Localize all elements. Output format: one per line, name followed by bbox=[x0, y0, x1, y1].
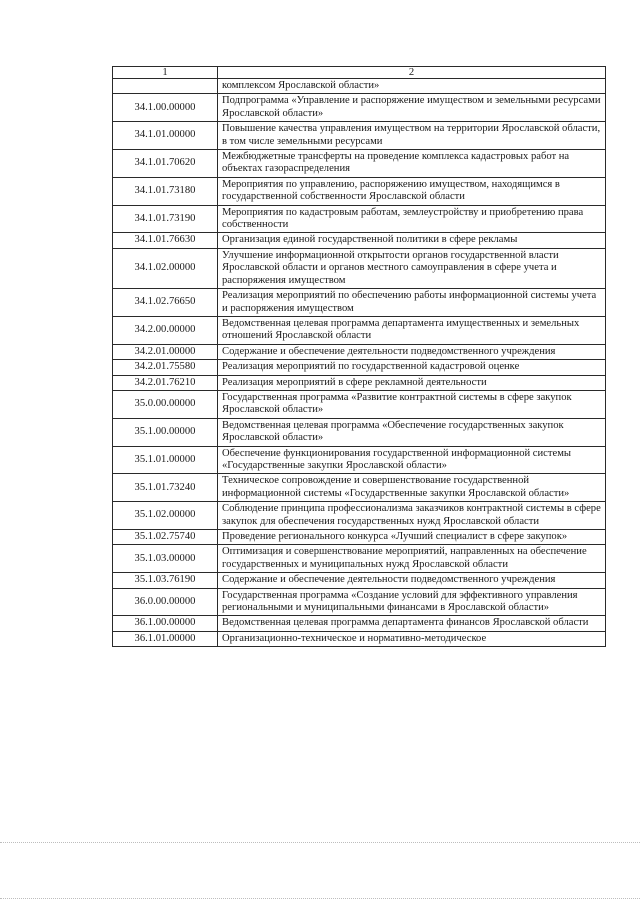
row-code: 34.2.01.00000 bbox=[113, 344, 218, 359]
row-description: Подпрограмма «Управление и распоряжение имуществом и земельными ресурсами Ярославской области» bbox=[218, 94, 606, 122]
column-2-number: 2 bbox=[218, 67, 606, 79]
row-code: 35.0.00.00000 bbox=[113, 390, 218, 418]
budget-classification-table bbox=[112, 66, 606, 647]
table-row bbox=[113, 418, 606, 446]
table-row bbox=[113, 474, 606, 502]
row-description: Реализация мероприятий в сфере рекламной деятельности bbox=[218, 375, 606, 390]
table-row bbox=[113, 177, 606, 205]
table-row bbox=[113, 79, 606, 94]
row-code: 34.2.00.00000 bbox=[113, 316, 218, 344]
row-code: 34.1.01.73190 bbox=[113, 205, 218, 233]
row-code: 35.1.03.00000 bbox=[113, 545, 218, 573]
scan-artifact-line bbox=[0, 842, 640, 843]
table-row bbox=[113, 122, 606, 150]
row-description: Мероприятия по кадастровым работам, землеустройству и приобретению права собственности bbox=[218, 205, 606, 233]
table-row bbox=[113, 94, 606, 122]
row-code: 34.1.01.70620 bbox=[113, 150, 218, 178]
row-description: комплексом Ярославской области» bbox=[218, 79, 606, 94]
row-code: 35.1.03.76190 bbox=[113, 573, 218, 588]
row-description: Реализация мероприятий по государственной кадастровой оценке bbox=[218, 360, 606, 375]
row-code: 36.0.00.00000 bbox=[113, 588, 218, 616]
table-row bbox=[113, 248, 606, 288]
row-description: Государственная программа «Создание условий для эффективного управления региональными и муниципальными финансами в Ярославской области» bbox=[218, 588, 606, 616]
table-row bbox=[113, 316, 606, 344]
row-description: Обеспечение функционирования государственной информационной системы «Государственные закупки Ярославской области» bbox=[218, 446, 606, 474]
row-code: 34.1.01.76630 bbox=[113, 233, 218, 248]
row-description: Содержание и обеспечение деятельности подведомственного учреждения bbox=[218, 344, 606, 359]
table-row bbox=[113, 360, 606, 375]
row-code: 35.1.01.73240 bbox=[113, 474, 218, 502]
table-row bbox=[113, 588, 606, 616]
row-code bbox=[113, 79, 218, 94]
row-description: Организация единой государственной политики в сфере рекламы bbox=[218, 233, 606, 248]
table-row bbox=[113, 631, 606, 646]
row-description: Оптимизация и совершенствование мероприятий, направленных на обеспечение государственных и муниципальных нужд Ярославской области bbox=[218, 545, 606, 573]
row-code: 34.1.02.00000 bbox=[113, 248, 218, 288]
row-code: 36.1.01.00000 bbox=[113, 631, 218, 646]
table-row bbox=[113, 446, 606, 474]
scan-artifact-line bbox=[0, 898, 640, 899]
table-row bbox=[113, 390, 606, 418]
row-code: 35.1.00.00000 bbox=[113, 418, 218, 446]
table-row bbox=[113, 150, 606, 178]
row-description: Межбюджетные трансферты на проведение комплекса кадастровых работ на объектах газораспределения bbox=[218, 150, 606, 178]
column-1-number: 1 bbox=[113, 67, 218, 79]
row-code: 34.1.01.00000 bbox=[113, 122, 218, 150]
row-code: 34.2.01.76210 bbox=[113, 375, 218, 390]
row-description: Ведомственная целевая программа департамента имущественных и земельных отношений Ярославской области bbox=[218, 316, 606, 344]
row-description: Содержание и обеспечение деятельности подведомственного учреждения bbox=[218, 573, 606, 588]
row-description: Ведомственная целевая программа департамента финансов Ярославской области bbox=[218, 616, 606, 631]
row-description: Государственная программа «Развитие контрактной системы в сфере закупок Ярославской области» bbox=[218, 390, 606, 418]
table-row bbox=[113, 205, 606, 233]
row-code: 35.1.01.00000 bbox=[113, 446, 218, 474]
table-row bbox=[113, 375, 606, 390]
row-description: Техническое сопровождение и совершенствование государственной информационной системы «Государственные закупки Ярославской области» bbox=[218, 474, 606, 502]
table-row bbox=[113, 502, 606, 530]
row-description: Мероприятия по управлению, распоряжению имуществом, находящимся в государственной собственности Ярославской области bbox=[218, 177, 606, 205]
row-description: Ведомственная целевая программа «Обеспечение государственных закупок Ярославской области» bbox=[218, 418, 606, 446]
table-row bbox=[113, 545, 606, 573]
row-code: 34.1.02.76650 bbox=[113, 289, 218, 317]
table-row bbox=[113, 344, 606, 359]
row-description: Реализация мероприятий по обеспечению работы информационной системы учета и распоряжения имуществом bbox=[218, 289, 606, 317]
row-code: 36.1.00.00000 bbox=[113, 616, 218, 631]
row-code: 34.2.01.75580 bbox=[113, 360, 218, 375]
table-row bbox=[113, 233, 606, 248]
row-code: 35.1.02.75740 bbox=[113, 530, 218, 545]
row-description: Улучшение информационной открытости органов государственной власти Ярославской области и органов местного самоуправления в сфере учета и распоряжения имуществом bbox=[218, 248, 606, 288]
table-row bbox=[113, 573, 606, 588]
table-row bbox=[113, 530, 606, 545]
row-code: 35.1.02.00000 bbox=[113, 502, 218, 530]
row-description: Повышение качества управления имуществом на территории Ярославской области, в том числе земельными ресурсами bbox=[218, 122, 606, 150]
row-code: 34.1.00.00000 bbox=[113, 94, 218, 122]
table-row bbox=[113, 616, 606, 631]
table-row bbox=[113, 289, 606, 317]
column-number-row bbox=[113, 67, 606, 79]
row-description: Соблюдение принципа профессионализма заказчиков контрактной системы в сфере закупок для обеспечения государственных нужд Ярославской области bbox=[218, 502, 606, 530]
row-code: 34.1.01.73180 bbox=[113, 177, 218, 205]
row-description: Проведение регионального конкурса «Лучший специалист в сфере закупок» bbox=[218, 530, 606, 545]
row-description: Организационно-техническое и нормативно-методическое bbox=[218, 631, 606, 646]
